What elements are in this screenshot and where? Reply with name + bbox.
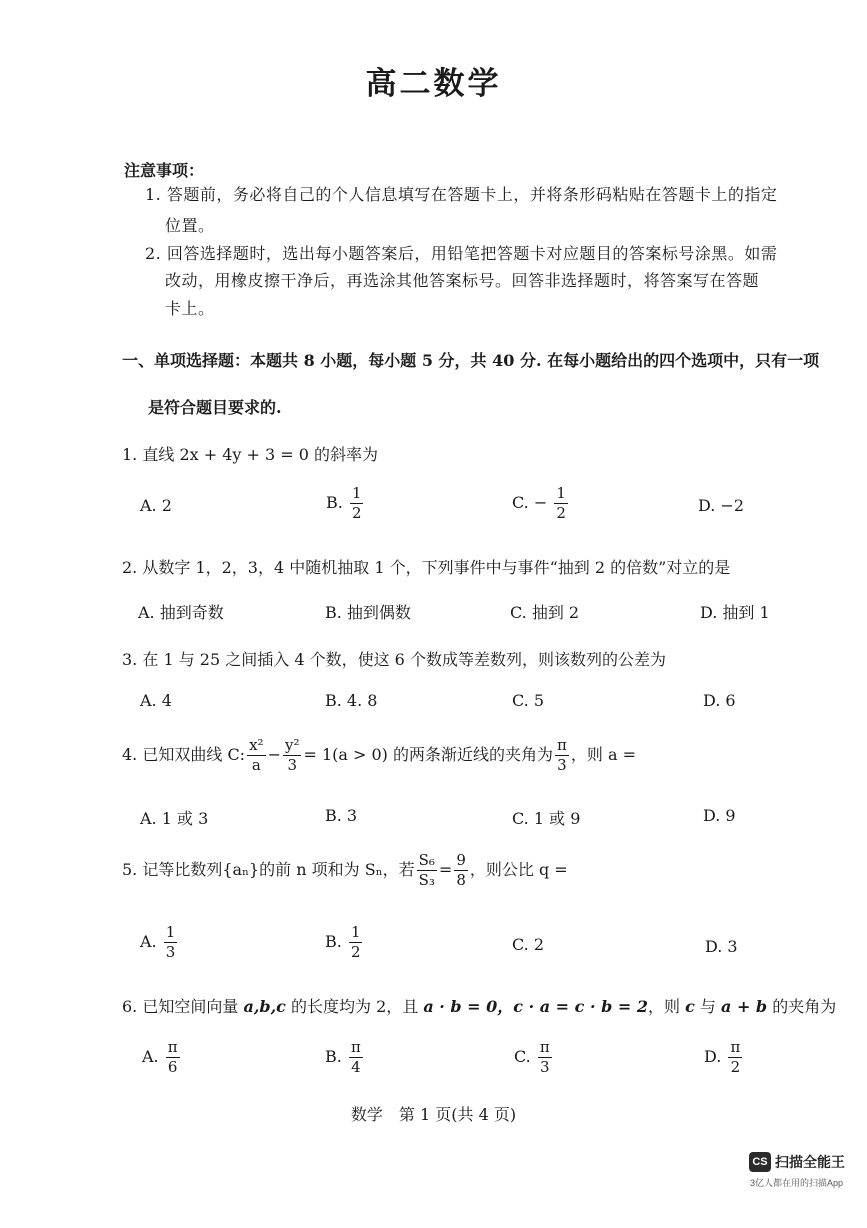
fraction: $\frac{\pi}{6}$ [167, 1038, 178, 1076]
q1-option-b: B. $\frac{1}{2}$ [326, 484, 362, 522]
q5-option-d: D. 3 [705, 937, 738, 956]
q2-option-a: A. 抽到奇数 [138, 603, 224, 622]
fraction: $\frac{\text{x²}}{a}$ [249, 736, 264, 774]
question-1-stem: 1. 直线 2x + 4y + 3 = 0 的斜率为 [122, 445, 379, 464]
q2-option-d: D. 抽到 1 [700, 603, 770, 622]
fraction: $\frac{\pi}{3}$ [557, 736, 567, 774]
question-2-stem: 2. 从数字 1，2，3，4 中随机抽取 1 个，下列事件中与事件“抽到 2 的倍数”对立的是 [122, 558, 731, 577]
page-title: 高二数学 [365, 66, 502, 102]
section-heading: 一、单项选择题：本题共 8 小题，每小题 5 分，共 40 分. 在每小题给出的四个选项中，只有一项 [122, 351, 820, 370]
page-footer: 数学 第 1 页(共 4 页) [350, 1105, 517, 1124]
q3-option-b: B. 4. 8 [325, 691, 378, 710]
q1-option-c: C. − $\frac{1}{2}$ [512, 484, 566, 522]
notice-line: 1. 答题前，务必将自己的个人信息填写在答题卡上，并将条形码粘贴在答题卡上的指定 [145, 185, 778, 204]
fraction: $\frac{\pi}{2}$ [730, 1038, 741, 1076]
camscanner-logo-icon: CS [749, 1152, 771, 1172]
q3-option-c: C. 5 [512, 691, 545, 710]
notice-line: 2. 回答选择题时，选出每小题答案后，用铅笔把答题卡对应题目的答案标号涂黑。如需 [145, 244, 778, 263]
watermark-name: 扫描全能王 [775, 1154, 845, 1170]
fraction: $\frac{1}{3}$ [165, 923, 176, 961]
fraction: $\frac{9}{8}$ [456, 851, 466, 889]
fraction: $\frac{1}{2}$ [556, 484, 566, 522]
watermark-tagline: 3亿人都在用的扫描App [750, 1178, 844, 1188]
q6-option-b: B. $\frac{\pi}{4}$ [325, 1038, 361, 1076]
q3-option-d: D. 6 [703, 691, 736, 710]
notice-line: 位置。 [165, 216, 215, 235]
q4-option-a: A. 1 或 3 [140, 809, 209, 828]
question-4-stem: 4. 已知双曲线 C: $\frac{\text{x²}}{a}$ − $\frac{\text{y²}}{3}$ = 1(a > 0) 的两条渐近线的夹角为 $\frac{\pi}{3}$ ，则 a = [122, 736, 636, 774]
q5-option-c: C. 2 [512, 935, 545, 954]
q6-option-c: C. $\frac{\pi}{3}$ [514, 1038, 550, 1076]
q1-option-d: D. −2 [698, 496, 745, 515]
q6-option-d: D. $\frac{\pi}{2}$ [704, 1038, 741, 1076]
fraction: $\frac{\text{y²}}{3}$ [284, 736, 300, 774]
q5-option-b: B. $\frac{1}{2}$ [325, 923, 361, 961]
section-heading-cont: 是符合题目要求的. [148, 398, 282, 417]
fraction: $\frac{\pi}{3}$ [539, 1038, 550, 1076]
question-6-stem: 6. 已知空间向量 a,b,c 的长度均为 2，且 a · b = 0，c · a = c · b = 2，则 c 与 a + b 的夹角为 [122, 997, 837, 1016]
notice-line: 改动，用橡皮擦干净后，再选涂其他答案标号。回答非选择题时，将答案写在答题 [165, 271, 760, 290]
q4-option-b: B. 3 [325, 806, 358, 825]
fraction: $\frac{\pi}{4}$ [350, 1038, 361, 1076]
q2-option-b: B. 抽到偶数 [325, 603, 411, 622]
q1-option-a: A. 2 [140, 496, 172, 515]
question-5-stem: 5. 记等比数列{aₙ}的前 n 项和为 Sₙ，若 $\frac{\text{S₆}}{\text{S₃}}$ = $\frac{9}{8}$ ，则公比 q = [122, 851, 568, 889]
fraction: $\frac{1}{2}$ [350, 923, 361, 961]
question-3-stem: 3. 在 1 与 25 之间插入 4 个数，使这 6 个数成等差数列，则该数列的公差为 [122, 650, 666, 669]
q5-option-a: A. $\frac{1}{3}$ [140, 923, 176, 961]
fraction: $\frac{\text{S₆}}{\text{S₃}}$ [418, 851, 435, 889]
q4-option-c: C. 1 或 9 [512, 809, 581, 828]
q3-option-a: A. 4 [140, 691, 172, 710]
q4-option-d: D. 9 [703, 806, 736, 825]
notice-line: 卡上。 [165, 299, 215, 318]
q2-option-c: C. 抽到 2 [510, 603, 580, 622]
q6-option-a: A. $\frac{\pi}{6}$ [142, 1038, 178, 1076]
fraction: $\frac{1}{2}$ [351, 484, 362, 522]
notice-heading: 注意事项： [124, 161, 205, 180]
